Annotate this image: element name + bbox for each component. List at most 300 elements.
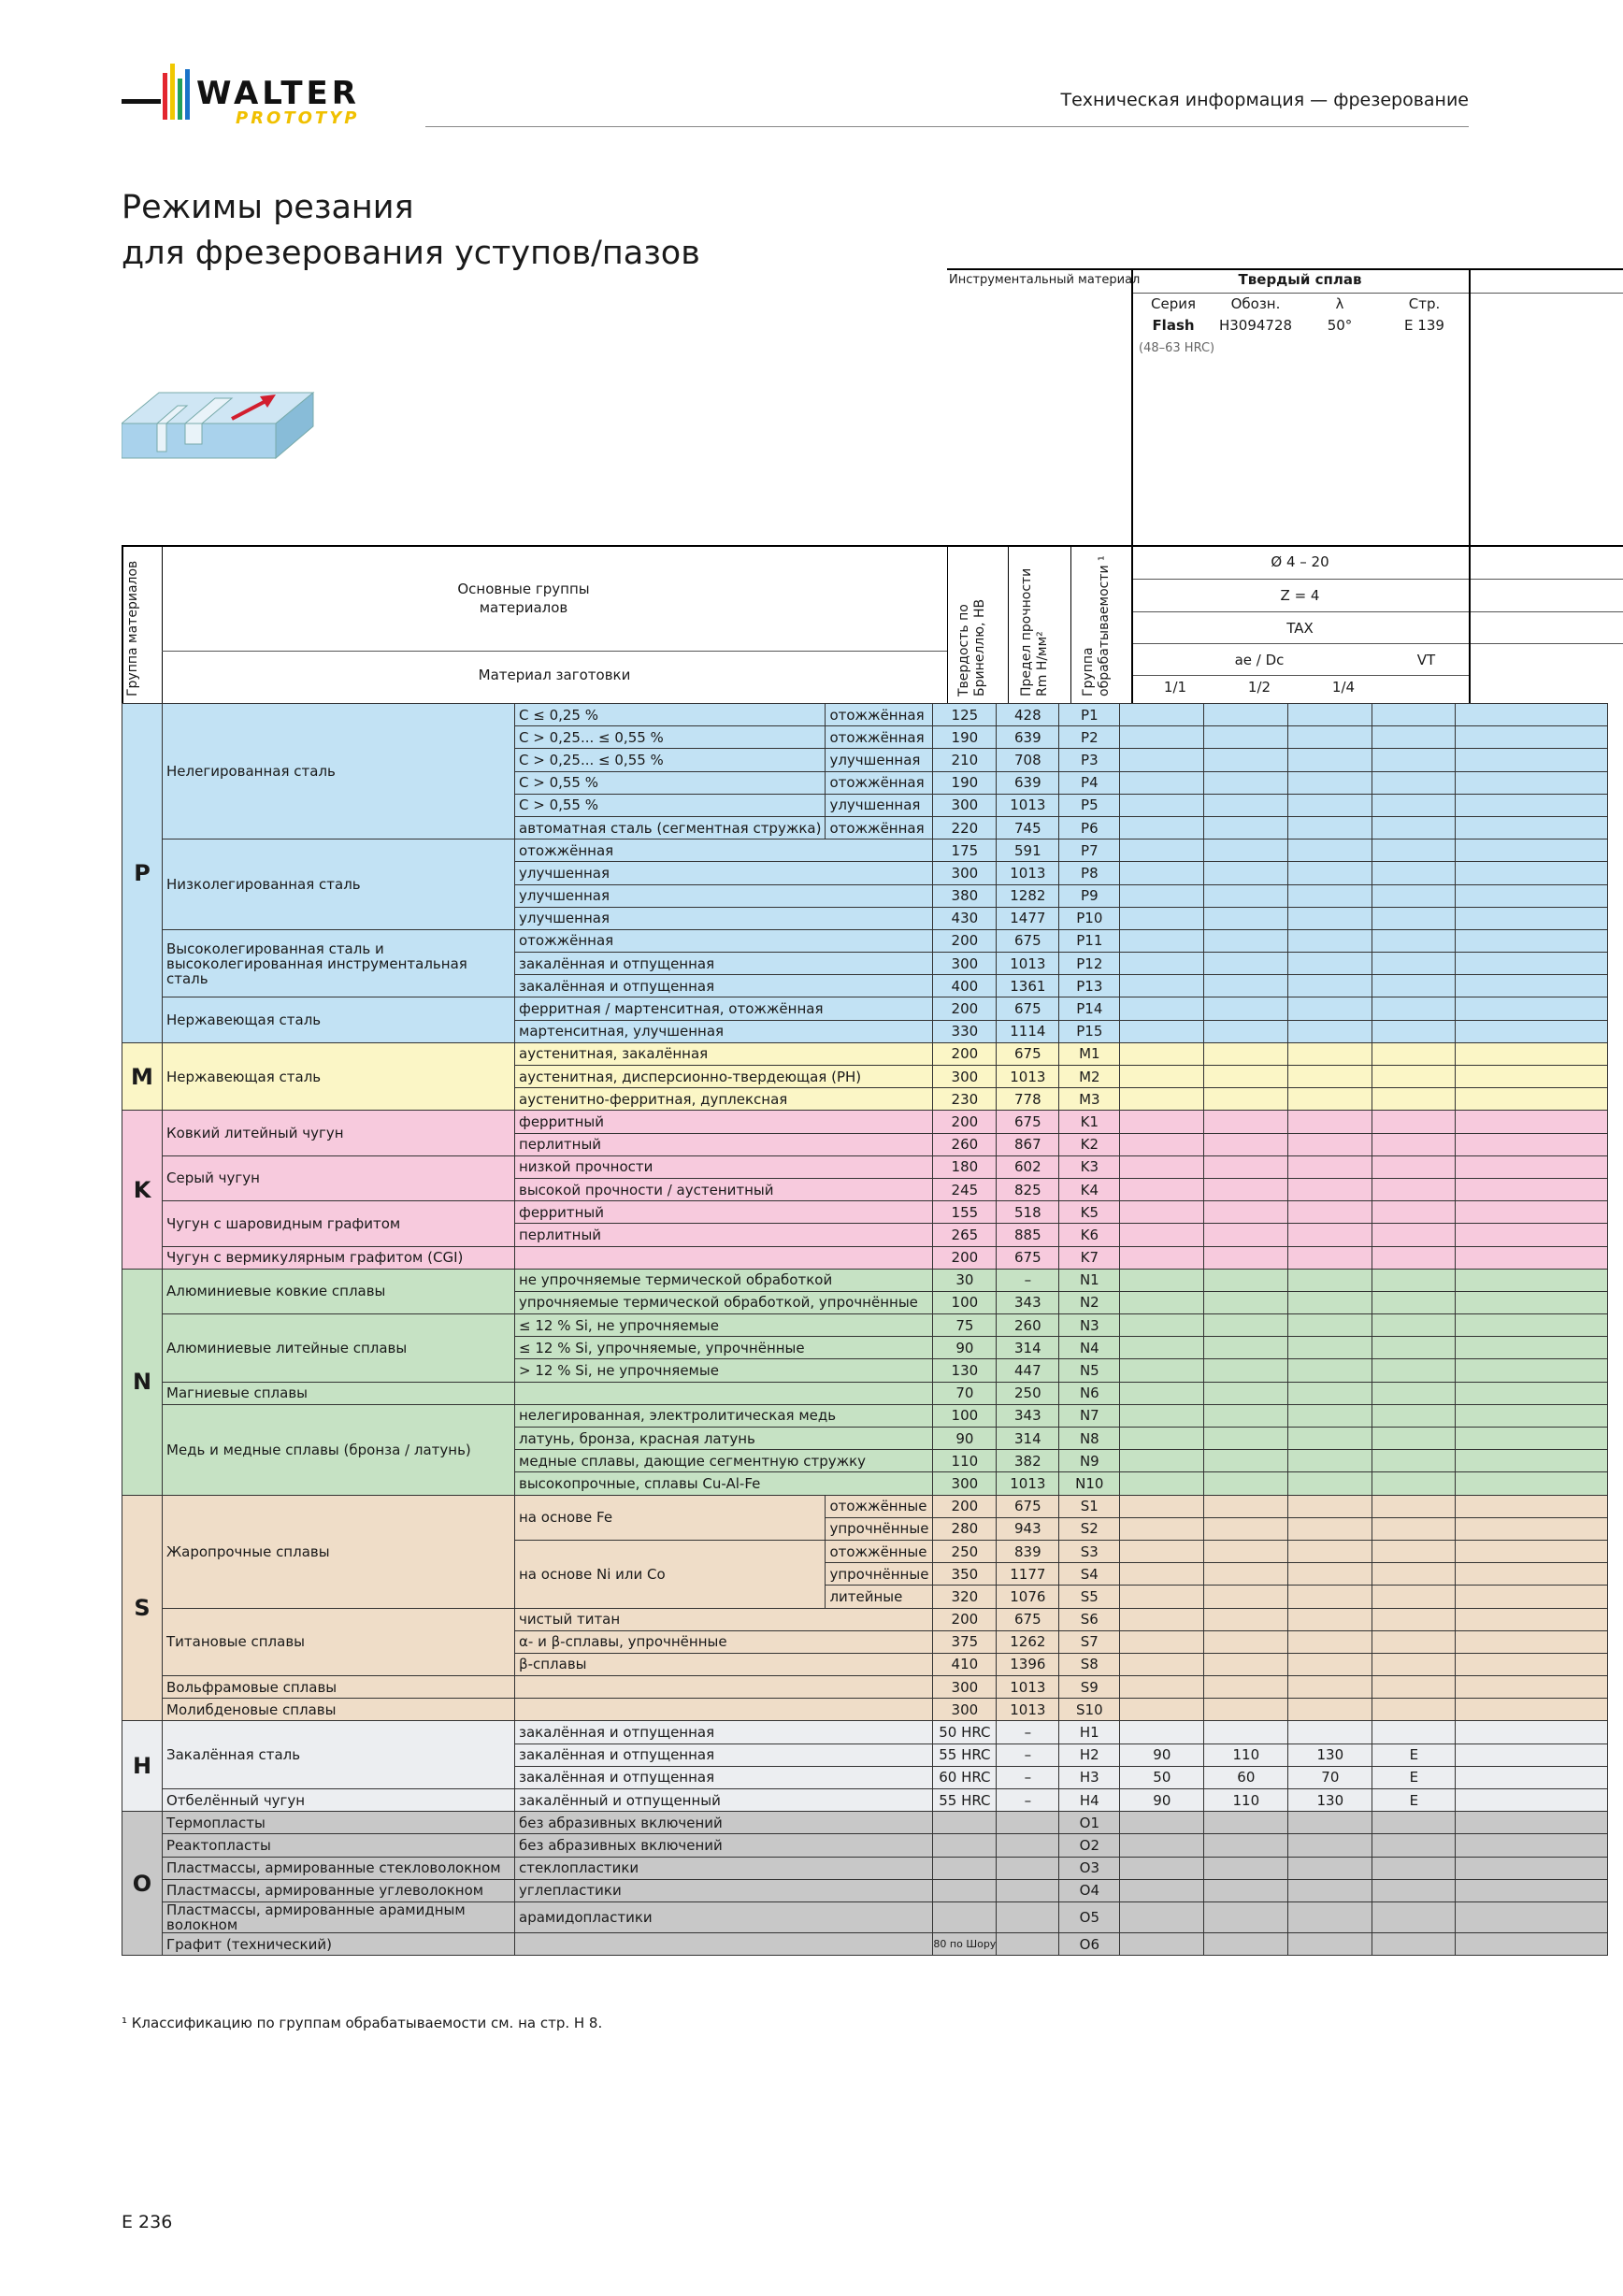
rm-cell: 1076 [997,1586,1059,1608]
hb-cell: 80 по Шору [933,1932,997,1955]
extra-cell [1456,1495,1608,1517]
col-series: Серия [1151,295,1196,312]
extra-cell [1456,1178,1608,1200]
workpiece-cell: закалённая и отпущенная [515,975,933,997]
vc-1-4-cell [1288,1111,1372,1133]
hb-cell: 230 [933,1088,997,1111]
table-row [122,1495,1608,1517]
extra-cell [1456,929,1608,952]
vc-1-2-cell [1204,997,1288,1020]
workpiece-cell: медные сплавы, дающие сегментную стружку [515,1450,933,1472]
workpiece-cell [515,1932,933,1955]
machinability-cell: P14 [1059,997,1120,1020]
vc-1-2-cell [1204,1517,1288,1540]
rm-cell: 314 [997,1428,1059,1450]
machinability-cell: P9 [1059,884,1120,907]
vc-1-1-cell [1120,1472,1204,1495]
extra-cell [1456,1133,1608,1155]
hb-cell: 380 [933,884,997,907]
vt-cell [1372,1812,1456,1834]
machinability-cell: K1 [1059,1111,1120,1133]
vc-1-1-cell [1120,1291,1204,1313]
vc-1-4-cell [1288,749,1372,771]
hb-cell: 300 [933,862,997,884]
condition-cell: отожжённая [826,704,933,726]
main-group-cell: Пластмассы, армированные стекловолокном [163,1857,515,1879]
workpiece-cell: закалённая и отпущенная [515,1766,933,1788]
vt-cell [1372,1155,1456,1178]
vt-cell [1372,1178,1456,1200]
vc-1-2-cell [1204,1133,1288,1155]
extra-cell [1456,1699,1608,1721]
vt-cell: E [1372,1744,1456,1766]
hb-cell: 55 HRC [933,1789,997,1812]
extra-cell [1456,975,1608,997]
rm-cell: 1282 [997,884,1059,907]
extra-cell [1456,997,1608,1020]
vc-1-2-cell [1204,929,1288,952]
vc-1-4-cell [1288,794,1372,816]
vc-1-4-cell [1288,1879,1372,1901]
workpiece-cell: ≤ 12 % Si, не упрочняемые [515,1314,933,1337]
extra-cell [1456,771,1608,794]
rm-cell: 675 [997,997,1059,1020]
table-row [122,1857,1608,1879]
col-rm: Предел прочности Rm Н/мм² [1019,567,1050,696]
vc-1-4-cell [1288,1586,1372,1608]
machinability-cell: P11 [1059,929,1120,952]
table-row [122,839,1608,862]
vc-1-4-cell [1288,907,1372,929]
vc-1-2-cell [1204,1178,1288,1200]
logo-walter-text: WALTER [196,75,360,112]
extra-cell [1456,1540,1608,1562]
vc-1-1-cell [1120,862,1204,884]
vt-cell [1372,1337,1456,1359]
table-row [122,1789,1608,1812]
workpiece-cell: ферритный [515,1201,933,1224]
vc-1-1-cell [1120,1224,1204,1246]
extra-cell [1456,1834,1608,1857]
workpiece-cell: C > 0,25... ≤ 0,55 % [515,726,826,749]
vt-cell [1372,862,1456,884]
extra-cell [1456,1404,1608,1427]
vt-cell [1372,1428,1456,1450]
workpiece-cell: на основе Fe [515,1495,826,1540]
rm-cell: – [997,1721,1059,1744]
vc-1-2-cell [1204,1901,1288,1932]
extra-cell [1456,1042,1608,1065]
vt-cell [1372,1495,1456,1517]
workpiece-cell: α- и β-сплавы, упрочнённые [515,1630,933,1653]
table-row [122,1111,1608,1133]
vt-cell [1372,1901,1456,1932]
workpiece-cell: улучшенная [515,907,933,929]
machinability-cell: N7 [1059,1404,1120,1427]
machinability-cell: S6 [1059,1608,1120,1630]
machinability-cell: N1 [1059,1269,1120,1291]
machinability-cell: P12 [1059,953,1120,975]
col-page: Стр. [1408,295,1441,312]
hb-cell: 300 [933,953,997,975]
workpiece-cell: закалённая и отпущенная [515,1744,933,1766]
vc-1-4-cell [1288,1291,1372,1313]
main-group-cell: Алюминиевые литейные сплавы [163,1314,515,1383]
vc-1-4-cell [1288,816,1372,839]
machinability-cell: S9 [1059,1676,1120,1699]
main-group-cell: Закалённая сталь [163,1721,515,1789]
workpiece-cell: арамидопластики [515,1901,933,1932]
vc-1-4-cell [1288,704,1372,726]
vt-cell [1372,997,1456,1020]
rm-cell: 314 [997,1337,1059,1359]
vt-cell [1372,1291,1456,1313]
machinability-cell: N5 [1059,1359,1120,1382]
tool-tax: TAX [1286,620,1314,637]
main-group-cell: Титановые сплавы [163,1608,515,1676]
vc-1-1-cell [1120,1932,1204,1955]
workpiece-cell: закалённая и отпущенная [515,1721,933,1744]
vc-1-2-cell [1204,1020,1288,1042]
workpiece-cell: отожжённая [515,929,933,952]
vt-cell [1372,1020,1456,1042]
vt-cell [1372,1879,1456,1901]
vc-1-1-cell [1120,1450,1204,1472]
hb-cell: 300 [933,1699,997,1721]
material-group-cell: N [122,1269,163,1495]
vt-cell [1372,816,1456,839]
vc-1-4-cell [1288,1224,1372,1246]
workpiece-cell: закалённая и отпущенная [515,953,933,975]
rm-cell: 778 [997,1088,1059,1111]
vc-1-4-cell [1288,975,1372,997]
header-divider [425,126,1469,127]
vc-1-1-cell: 90 [1120,1744,1204,1766]
workpiece-cell: низкой прочности [515,1155,933,1178]
vt-cell [1372,1517,1456,1540]
workpiece-cell: латунь, бронза, красная латунь [515,1428,933,1450]
vc-1-4-cell [1288,726,1372,749]
machinability-cell: S10 [1059,1699,1120,1721]
vc-1-1-cell [1120,1563,1204,1586]
table-row [122,1676,1608,1699]
rm-cell: 1177 [997,1563,1059,1586]
condition-cell: улучшенная [826,749,933,771]
col-lambda: λ [1335,295,1344,312]
hb-cell: 100 [933,1404,997,1427]
machinability-cell: S4 [1059,1563,1120,1586]
vc-1-2-cell [1204,1404,1288,1427]
workpiece-cell: C ≤ 0,25 % [515,704,826,726]
machinability-cell: O5 [1059,1901,1120,1932]
tool-angle: 50° [1327,317,1353,334]
rm-cell: 885 [997,1224,1059,1246]
table-row [122,1314,1608,1337]
vt-cell [1372,1133,1456,1155]
extra-cell [1456,1450,1608,1472]
material-group-cell: S [122,1495,163,1721]
condition-cell: отожжённые [826,1495,933,1517]
vt-cell [1372,1404,1456,1427]
vc-1-4-cell [1288,1563,1372,1586]
vt-cell [1372,1857,1456,1879]
title-line-2: для фрезерования уступов/пазов [122,235,700,272]
machinability-cell: P2 [1059,726,1120,749]
vc-1-1-cell [1120,1721,1204,1744]
rm-cell: 708 [997,749,1059,771]
extra-cell [1456,1766,1608,1788]
vc-1-1-cell [1120,1428,1204,1450]
vc-1-2-cell: 110 [1204,1744,1288,1766]
hb-cell: 210 [933,749,997,771]
vc-1-1-cell [1120,771,1204,794]
vc-1-4-cell: 130 [1288,1789,1372,1812]
workpiece-cell: отожжённая [515,839,933,862]
machinability-cell: P8 [1059,862,1120,884]
vc-1-2-cell [1204,1834,1288,1857]
vc-1-2-cell [1204,862,1288,884]
hb-cell: 280 [933,1517,997,1540]
vc-1-4-cell [1288,839,1372,862]
vc-1-4-cell [1288,1699,1372,1721]
rm-cell: 639 [997,726,1059,749]
vc-1-2-cell [1204,1314,1288,1337]
extra-cell [1456,794,1608,816]
extra-cell [1456,1676,1608,1699]
milling-illustration [122,381,318,469]
vc-1-4-cell [1288,1676,1372,1699]
vc-1-4-cell [1288,953,1372,975]
main-group-cell: Отбелённый чугун [163,1789,515,1812]
hb-cell: 265 [933,1224,997,1246]
machinability-cell: P10 [1059,907,1120,929]
vc-1-4-cell [1288,1834,1372,1857]
tool-vt: VT [1416,652,1436,668]
extra-cell [1456,704,1608,726]
vc-1-1-cell [1120,1608,1204,1630]
machinability-cell: O4 [1059,1879,1120,1901]
workpiece-cell: C > 0,55 % [515,794,826,816]
vt-cell [1372,749,1456,771]
vc-1-1-cell [1120,1111,1204,1133]
vc-1-2-cell [1204,1111,1288,1133]
machinability-cell: K3 [1059,1155,1120,1178]
vc-1-2-cell [1204,794,1288,816]
hb-cell: 300 [933,794,997,816]
condition-cell: упрочнённые [826,1517,933,1540]
vc-1-2-cell [1204,1879,1288,1901]
vt-cell: E [1372,1789,1456,1812]
col-hb: Твердость по Бринеллю, HB [956,598,987,696]
vc-1-2-cell [1204,839,1288,862]
vc-1-1-cell [1120,1586,1204,1608]
extra-cell [1456,1088,1608,1111]
vc-1-4-cell [1288,1066,1372,1088]
vc-1-2-cell [1204,1699,1288,1721]
vc-1-2-cell [1204,1088,1288,1111]
machinability-cell: P5 [1059,794,1120,816]
vc-1-2-cell [1204,1337,1288,1359]
tool-hardness-note: (48–63 HRC) [1139,341,1215,355]
vt-cell [1372,1382,1456,1404]
rm-cell: – [997,1766,1059,1788]
extra-cell [1456,1201,1608,1224]
vc-1-1-cell [1120,704,1204,726]
extra-cell [1456,1932,1608,1955]
main-group-cell: Графит (технический) [163,1932,515,1955]
vt-cell [1372,771,1456,794]
machinability-cell: K7 [1059,1246,1120,1269]
rm-cell: – [997,1789,1059,1812]
vc-1-4-cell [1288,1404,1372,1427]
vc-1-4-cell [1288,929,1372,952]
main-group-cell: Пластмассы, армированные арамидным волокном [163,1901,515,1932]
workpiece-cell: высокой прочности / аустенитный [515,1178,933,1200]
vc-1-1-cell: 90 [1120,1789,1204,1812]
hb-cell: 200 [933,1495,997,1517]
extra-cell [1456,1901,1608,1932]
hb-cell [933,1901,997,1932]
hb-cell: 260 [933,1133,997,1155]
machinability-cell: N4 [1059,1337,1120,1359]
main-group-cell: Серый чугун [163,1155,515,1200]
vc-1-1-cell [1120,997,1204,1020]
machinability-cell: N9 [1059,1450,1120,1472]
vt-cell [1372,1608,1456,1630]
vc-1-2-cell [1204,1359,1288,1382]
rm-cell: 1013 [997,953,1059,975]
rm-cell: – [997,1744,1059,1766]
workpiece-cell: C > 0,25... ≤ 0,55 % [515,749,826,771]
rm-cell: 745 [997,816,1059,839]
vc-1-4-cell [1288,1201,1372,1224]
vt-cell [1372,1563,1456,1586]
workpiece-cell: перлитный [515,1224,933,1246]
extra-cell [1456,1563,1608,1586]
rm-cell [997,1834,1059,1857]
vt-cell [1372,1932,1456,1955]
vc-1-2-cell [1204,1540,1288,1562]
machinability-cell: K2 [1059,1133,1120,1155]
hb-cell: 200 [933,929,997,952]
extra-cell [1456,1812,1608,1834]
workpiece-cell: улучшенная [515,862,933,884]
hb-cell [933,1857,997,1879]
vc-1-2-cell [1204,907,1288,929]
vc-1-1-cell [1120,794,1204,816]
rm-cell: 1361 [997,975,1059,997]
vc-1-2-cell [1204,1224,1288,1246]
material-group-cell: M [122,1042,163,1111]
extra-cell [1456,1314,1608,1337]
workpiece-cell: мартенситная, улучшенная [515,1020,933,1042]
hb-cell: 200 [933,1042,997,1065]
machinability-cell: P7 [1059,839,1120,862]
vc-1-1-cell [1120,1812,1204,1834]
col-designation: Обозн. [1230,295,1281,312]
hb-cell: 320 [933,1586,997,1608]
machinability-cell: H1 [1059,1721,1120,1744]
rm-cell: 1114 [997,1020,1059,1042]
vc-1-2-cell [1204,1608,1288,1630]
vc-1-4-cell [1288,1540,1372,1562]
section-header: Техническая информация — фрезерование [1060,90,1469,110]
vc-1-4-cell [1288,884,1372,907]
vc-1-2-cell [1204,1155,1288,1178]
vt-cell [1372,1586,1456,1608]
vc-1-1-cell [1120,884,1204,907]
vc-1-1-cell [1120,1404,1204,1427]
workpiece-cell: автоматная сталь (сегментная стружка) [515,816,826,839]
machinability-cell: O2 [1059,1834,1120,1857]
workpiece-cell: ферритный [515,1111,933,1133]
extra-cell [1456,1155,1608,1178]
extra-cell [1456,726,1608,749]
page-title [122,185,700,277]
condition-cell: отожжённая [826,771,933,794]
table-row [122,929,1608,952]
vc-1-2-cell [1204,1428,1288,1450]
machinability-cell: N6 [1059,1382,1120,1404]
vc-1-2-cell [1204,1291,1288,1313]
rm-cell: 1262 [997,1630,1059,1653]
col-main-groups: Основные группы материалов [457,581,590,616]
workpiece-cell [515,1699,933,1721]
table-row [122,997,1608,1020]
table-row [122,1879,1608,1901]
vc-1-1-cell [1120,1653,1204,1675]
vt-cell [1372,1676,1456,1699]
main-group-cell: Ковкий литейный чугун [163,1111,515,1155]
machinability-cell: H3 [1059,1766,1120,1788]
extra-cell [1456,1857,1608,1879]
rm-cell: 260 [997,1314,1059,1337]
vc-1-1-cell [1120,1540,1204,1562]
workpiece-cell: аустенитная, закалённая [515,1042,933,1065]
hb-cell: 250 [933,1540,997,1562]
vc-1-1-cell [1120,1269,1204,1291]
vc-1-1-cell [1120,749,1204,771]
vt-cell [1372,907,1456,929]
vc-1-1-cell [1120,1042,1204,1065]
hb-cell: 430 [933,907,997,929]
vt-cell [1372,1246,1456,1269]
workpiece-cell: перлитный [515,1133,933,1155]
vc-1-1-cell [1120,726,1204,749]
extra-cell [1456,1608,1608,1630]
vc-1-1-cell [1120,1699,1204,1721]
main-group-cell: Реактопласты [163,1834,515,1857]
hb-cell: 375 [933,1630,997,1653]
rm-cell [997,1812,1059,1834]
machinability-cell: P1 [1059,704,1120,726]
machinability-cell: N10 [1059,1472,1120,1495]
extra-cell [1456,884,1608,907]
vc-1-4-cell [1288,1901,1372,1932]
machinability-cell: K5 [1059,1201,1120,1224]
vc-1-2-cell [1204,749,1288,771]
vt-cell [1372,1042,1456,1065]
vc-1-2-cell [1204,726,1288,749]
title-line-1: Режимы резания [122,189,414,226]
table-row [122,1608,1608,1630]
hb-cell: 300 [933,1066,997,1088]
workpiece-cell: β-сплавы [515,1653,933,1675]
vc-1-2-cell [1204,1857,1288,1879]
condition-cell: отожжённая [826,726,933,749]
vc-1-2-cell [1204,1812,1288,1834]
rm-cell: 867 [997,1133,1059,1155]
